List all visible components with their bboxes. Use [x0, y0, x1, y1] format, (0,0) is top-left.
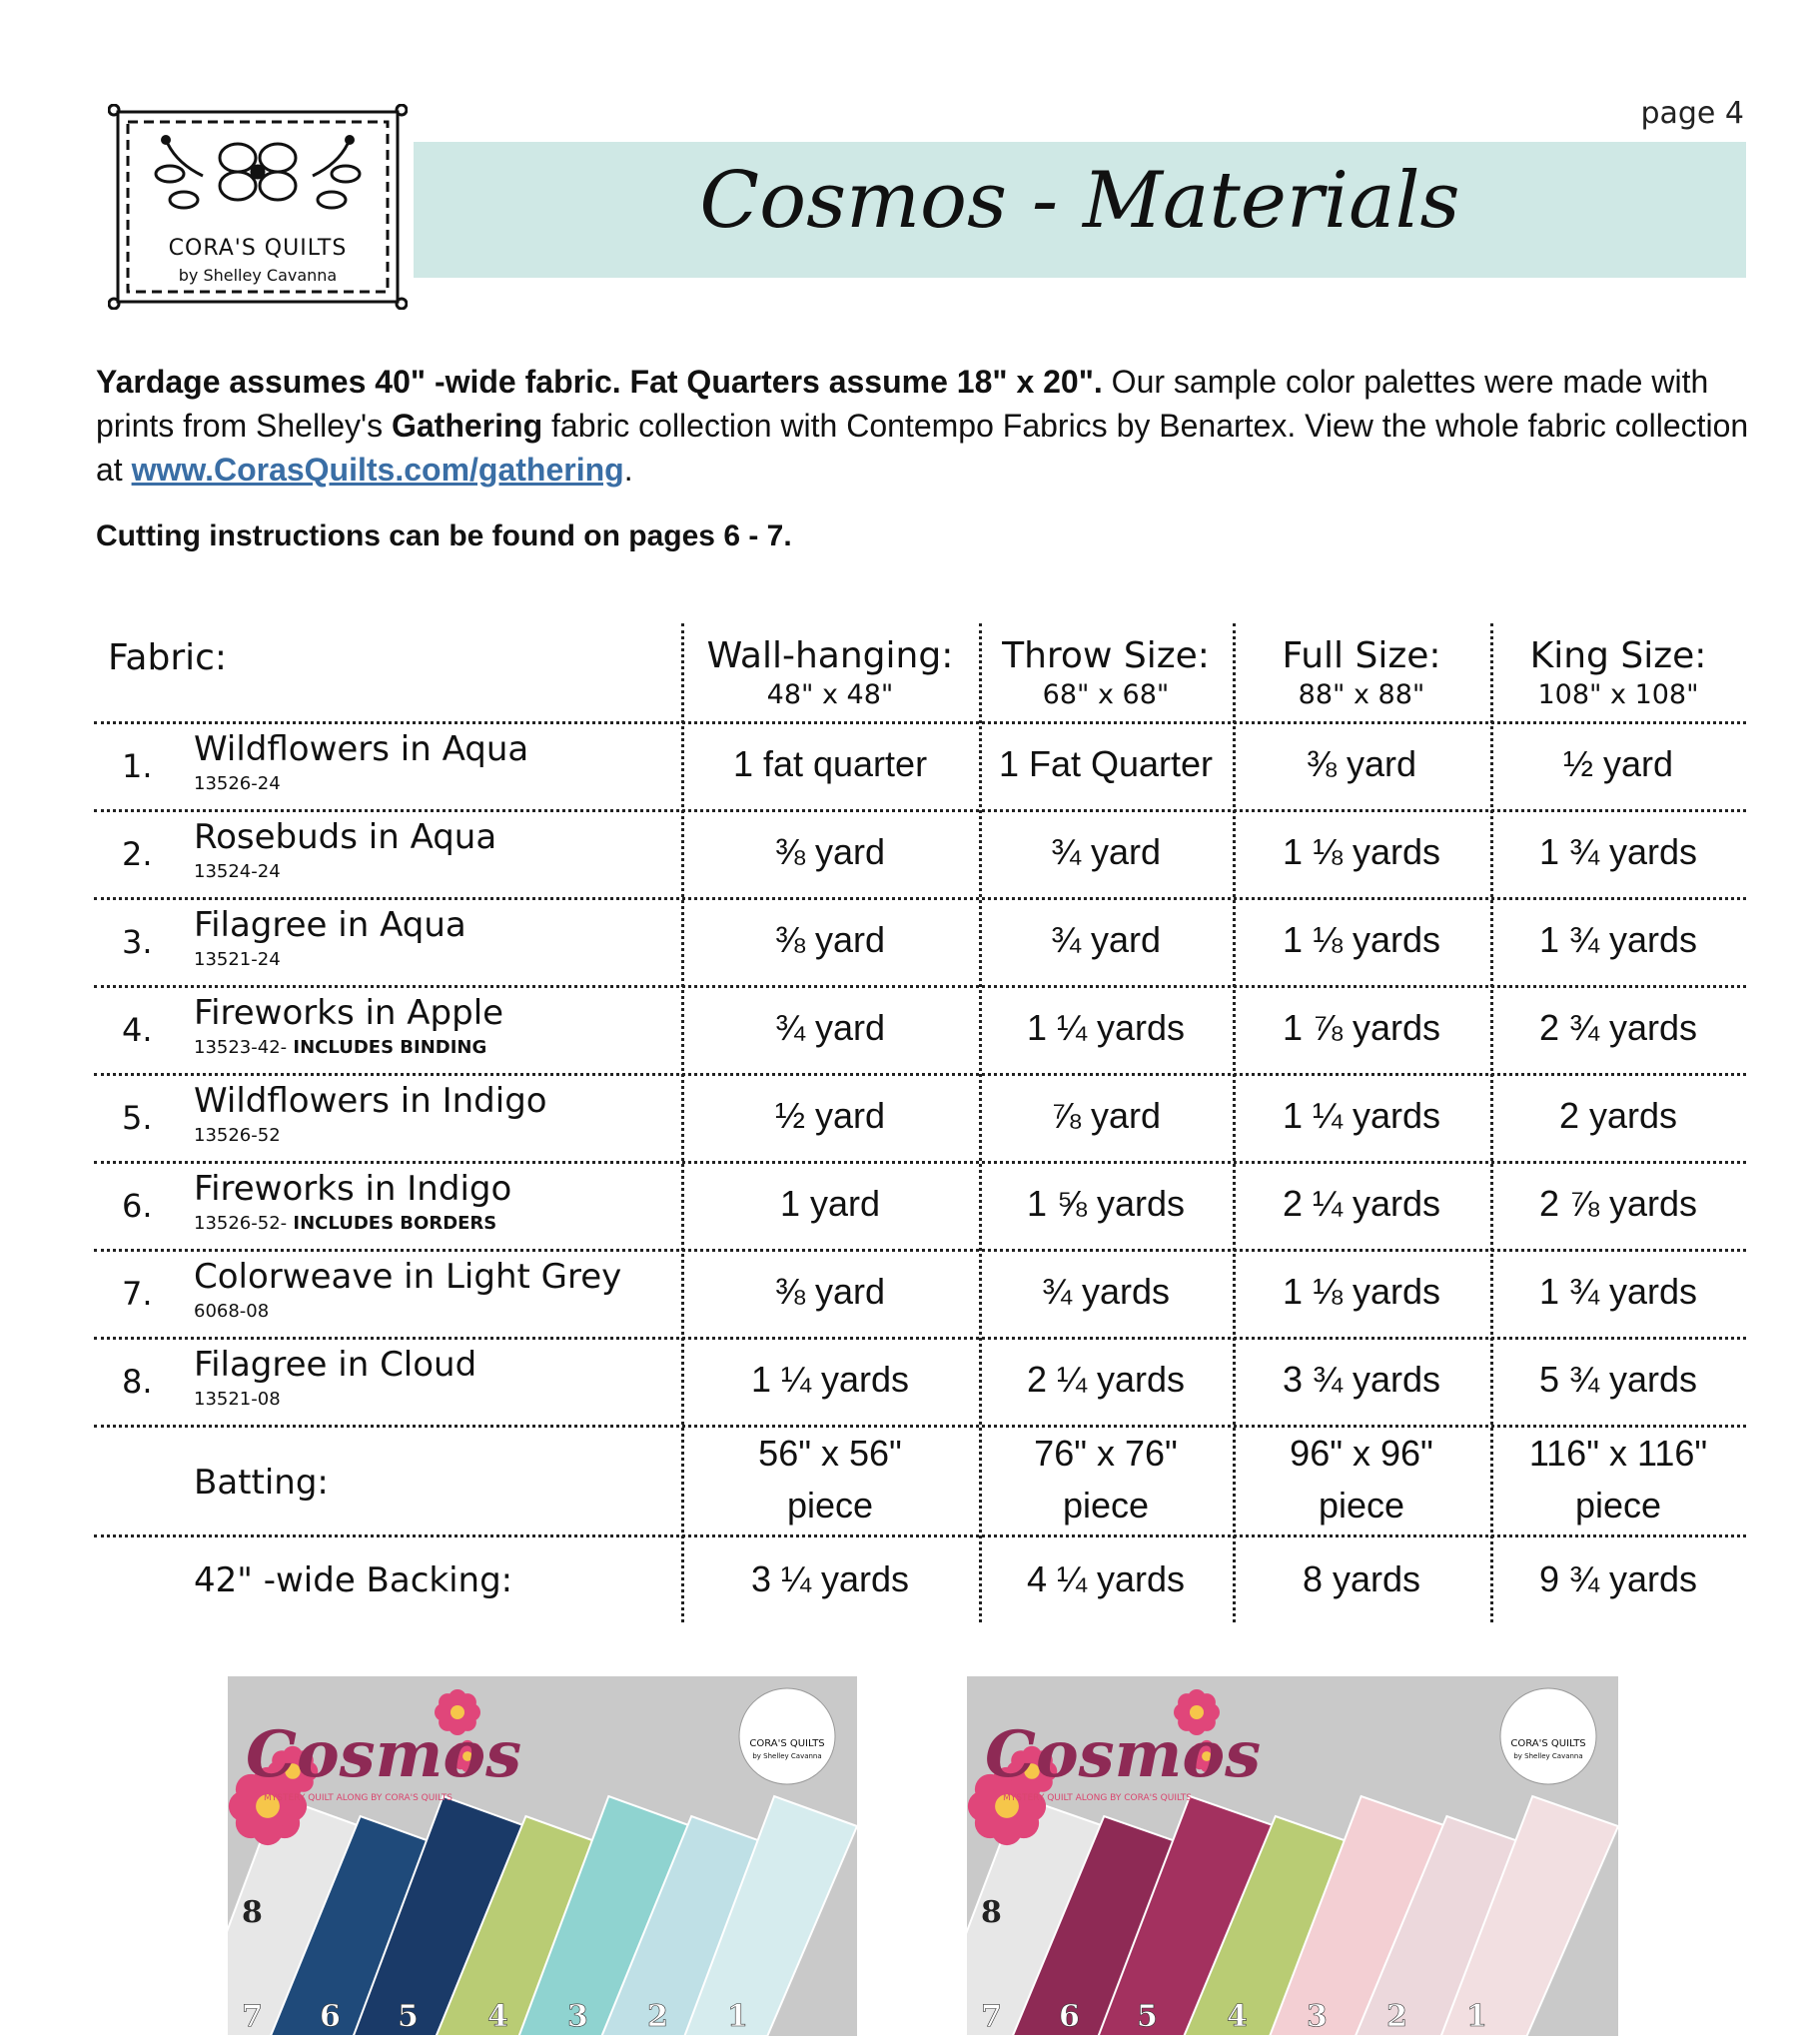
row-number: 8.: [122, 1363, 153, 1401]
fabric-code-note: INCLUDES BINDING: [287, 1037, 487, 1058]
fabric-code: [194, 949, 281, 970]
fabric-code-number: 13526-52-: [194, 1213, 288, 1234]
intro-text-1: Our sample color palettes were made with prints from Shelley's: [96, 364, 1709, 444]
yardage-cell: ⅜ yard: [1306, 743, 1417, 784]
fabric-number-label: 3: [567, 1999, 588, 2034]
intro-text-3: .: [623, 452, 633, 488]
palette-photo-pink: [967, 1676, 1618, 2036]
row-divider: [94, 1425, 1746, 1428]
column-header-label: Wall-hanging:: [706, 635, 954, 676]
badge-brand-text: CORA'S QUILTS: [1510, 1738, 1586, 1749]
column-header-label: Throw Size:: [1002, 635, 1210, 676]
row-divider: [94, 1337, 1746, 1340]
fabric-code-note: INCLUDES BORDERS: [287, 1213, 497, 1234]
yardage-cell: 2 yards: [1558, 1095, 1678, 1136]
intro-text-2: fabric collection with Contempo Fabrics by Benartex. View the whole fabric collection at: [96, 408, 1749, 488]
cutting-note: Cutting instructions can be found on pages 6 - 7.: [96, 519, 792, 552]
row-number: 4.: [122, 1011, 153, 1049]
yardage-cell: 1 ¼ yards: [750, 1359, 910, 1400]
badge-brand-text: CORA'S QUILTS: [749, 1738, 825, 1749]
yardage-cell: 1 ¼ yards: [1026, 1007, 1186, 1048]
fabric-number-label: 8: [242, 1895, 263, 1930]
column-header-size: 108" x 108": [1537, 679, 1699, 710]
page-title: Cosmos - Materials: [699, 156, 1460, 246]
fabric-name: Filagree in Aqua: [194, 905, 466, 945]
fabric-number-label: 2: [1386, 1999, 1407, 2034]
yardage-cell: 5 ¾ yards: [1538, 1359, 1698, 1400]
row-divider: [94, 809, 1746, 812]
materials-table: [94, 623, 1746, 1622]
row-divider: [94, 897, 1746, 900]
yardage-cell: ¾ yards: [1041, 1271, 1171, 1312]
yardage-cell: 2 ¼ yards: [1026, 1359, 1186, 1400]
photo-title: Cosmos: [246, 1717, 522, 1792]
column-header-label: King Size:: [1529, 635, 1707, 676]
yardage-cell: 2 ¾ yards: [1538, 1007, 1698, 1048]
photo-subtitle: MYSTERY QUILT ALONG BY CORA'S QUILTS: [264, 1793, 453, 1803]
yardage-cell: 1 fat quarter: [732, 743, 928, 784]
fabric-code: [194, 1389, 281, 1410]
batting-label: Batting:: [194, 1463, 329, 1503]
yardage-cell: ⅜ yard: [774, 1271, 886, 1312]
row-divider: [94, 721, 1746, 724]
fabric-name: Wildflowers in Aqua: [194, 729, 529, 769]
fabric-name: Fireworks in Apple: [194, 993, 504, 1033]
row-divider: [94, 1161, 1746, 1164]
fabric-number-label: 3: [1307, 1999, 1328, 2034]
intro-bold-yardage: Yardage assumes 40" -wide fabric. Fat Quarters assume 18" x 20".: [96, 364, 1103, 400]
fabric-code: [194, 861, 281, 882]
yardage-cell: ¾ yard: [1050, 831, 1162, 872]
batting-cell: piece: [1574, 1485, 1662, 1526]
yardage-cell: 1 ¾ yards: [1538, 831, 1698, 872]
fabric-code: [194, 1125, 281, 1146]
batting-cell: 116" x 116": [1528, 1433, 1708, 1474]
column-header-label: Full Size:: [1282, 635, 1441, 676]
badge-byline-text: by Shelley Cavanna: [1513, 1752, 1583, 1760]
yardage-cell: 1 ⅛ yards: [1282, 831, 1441, 872]
fabric-name: Fireworks in Indigo: [194, 1169, 512, 1209]
batting-cell: 96" x 96": [1290, 1433, 1433, 1474]
fabric-code: [194, 773, 281, 794]
yardage-cell: ½ yard: [774, 1095, 886, 1136]
yardage-cell: 2 ⅞ yards: [1538, 1183, 1698, 1224]
fabric-code: [194, 1213, 496, 1234]
yardage-cell: 1 ¾ yards: [1538, 1271, 1698, 1312]
collection-link[interactable]: www.CorasQuilts.com/gathering: [131, 452, 624, 488]
fabric-code-number: 13526-24: [194, 773, 281, 794]
yardage-cell: 3 ¾ yards: [1282, 1359, 1441, 1400]
fabric-number-label: 1: [1466, 1999, 1487, 2034]
backing-cell: 9 ¾ yards: [1538, 1558, 1698, 1599]
fabric-number-label: 5: [1137, 1999, 1158, 2034]
row-number: 3.: [122, 923, 153, 961]
fabric-number-label: 2: [647, 1999, 668, 2034]
yardage-cell: 1 ⅛ yards: [1282, 1271, 1441, 1312]
fabric-name: Filagree in Cloud: [194, 1345, 477, 1385]
page-number: page 4: [1640, 96, 1744, 131]
batting-cell: 56" x 56": [758, 1433, 902, 1474]
logo-brand-text: CORA'S QUILTS: [168, 236, 348, 261]
fabric-number-label: 6: [1059, 1999, 1080, 2034]
yardage-cell: ¾ yard: [1050, 919, 1162, 960]
fabric-name: Wildflowers in Indigo: [194, 1081, 547, 1121]
fabric-code-number: 13523-42-: [194, 1037, 288, 1058]
yardage-cell: ⅜ yard: [774, 831, 886, 872]
row-number: 2.: [122, 835, 153, 873]
fabric-number-label: 6: [320, 1999, 341, 2034]
fabric-number-label: 7: [981, 1999, 1002, 2034]
badge-logo-icon: [739, 1688, 835, 1784]
intro-paragraph: [96, 360, 1754, 492]
fabric-number-label: 4: [1227, 1999, 1248, 2034]
batting-cell: 76" x 76": [1034, 1433, 1178, 1474]
batting-cell: piece: [1062, 1485, 1150, 1526]
yardage-cell: ⅜ yard: [774, 919, 886, 960]
badge-byline-text: by Shelley Cavanna: [752, 1752, 822, 1760]
row-number: 7.: [122, 1275, 153, 1313]
yardage-cell: 1 yard: [779, 1183, 881, 1224]
logo-byline-text: by Shelley Cavanna: [178, 266, 338, 285]
yardage-cell: 1 Fat Quarter: [998, 743, 1214, 784]
fabric-code-number: 13524-24: [194, 861, 281, 882]
yardage-cell: 1 ⅛ yards: [1282, 919, 1441, 960]
palette-photo-aqua: [228, 1676, 857, 2036]
yardage-cell: 2 ¼ yards: [1282, 1183, 1441, 1224]
yardage-cell: 1 ¾ yards: [1538, 919, 1698, 960]
fabric-code-number: 13526-52: [194, 1125, 281, 1146]
yardage-cell: ¾ yard: [774, 1007, 886, 1048]
badge-logo-icon: [1500, 1688, 1596, 1784]
backing-cell: 3 ¼ yards: [750, 1558, 910, 1599]
fabric-number-label: 4: [487, 1999, 508, 2034]
row-number: 1.: [122, 747, 153, 785]
fabric-code: [194, 1037, 486, 1058]
row-divider: [94, 1534, 1746, 1537]
backing-cell: 4 ¼ yards: [1026, 1558, 1186, 1599]
fabric-header: Fabric:: [108, 637, 228, 678]
coras-quilts-logo: [108, 104, 408, 310]
yardage-cell: 1 ⅝ yards: [1026, 1183, 1186, 1224]
fabric-name: Colorweave in Light Grey: [194, 1257, 622, 1297]
column-header-size: 88" x 88": [1298, 679, 1425, 710]
yardage-cell: ⅞ yard: [1050, 1095, 1162, 1136]
batting-cell: piece: [786, 1485, 874, 1526]
fabric-number-label: 1: [727, 1999, 748, 2034]
title-banner: [414, 142, 1746, 278]
column-header-size: 48" x 48": [766, 679, 894, 710]
row-number: 5.: [122, 1099, 153, 1137]
fabric-fan-image: [967, 1676, 1618, 2036]
fabric-code: [194, 1301, 269, 1322]
photo-title: Cosmos: [985, 1717, 1262, 1792]
row-number: 6.: [122, 1187, 153, 1225]
backing-label: 42" -wide Backing:: [194, 1560, 513, 1600]
fabric-number-label: 7: [242, 1999, 263, 2034]
row-divider: [94, 1249, 1746, 1252]
backing-cell: 8 yards: [1302, 1558, 1421, 1599]
yardage-cell: ½ yard: [1562, 743, 1674, 784]
fabric-number-label: 8: [981, 1895, 1002, 1930]
batting-cell: piece: [1318, 1485, 1405, 1526]
fabric-number-label: 5: [398, 1999, 419, 2034]
fabric-name: Rosebuds in Aqua: [194, 817, 497, 857]
row-divider: [94, 985, 1746, 988]
intro-bold-collection: Gathering: [391, 408, 543, 444]
photo-subtitle: MYSTERY QUILT ALONG BY CORA'S QUILTS: [1003, 1793, 1192, 1803]
row-divider: [94, 1073, 1746, 1076]
fabric-code-number: 13521-24: [194, 949, 281, 970]
fabric-fan-image: [228, 1676, 857, 2036]
yardage-cell: 1 ¼ yards: [1282, 1095, 1441, 1136]
column-header-size: 68" x 68": [1042, 679, 1170, 710]
fabric-code-number: 13521-08: [194, 1389, 281, 1410]
fabric-code-number: 6068-08: [194, 1301, 270, 1322]
yardage-cell: 1 ⅞ yards: [1282, 1007, 1441, 1048]
